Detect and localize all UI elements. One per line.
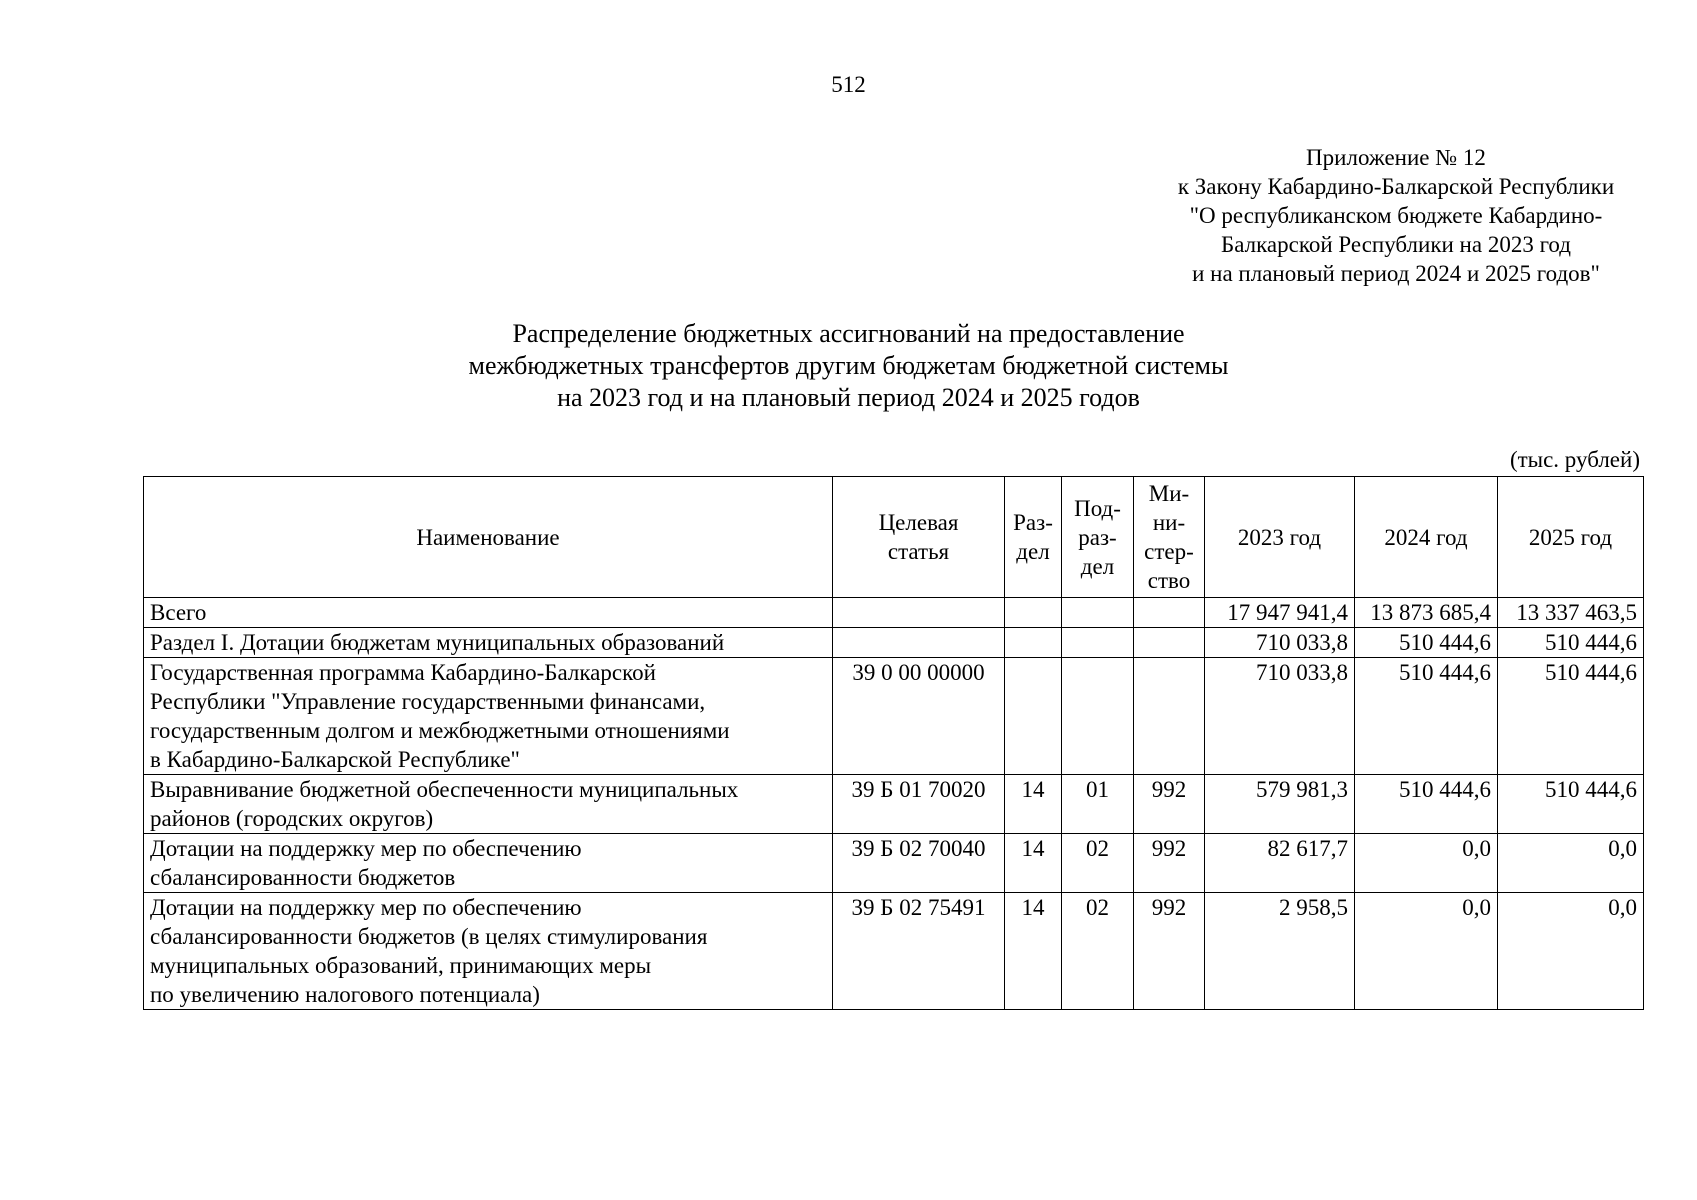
row-name-line: муниципальных образований, принимающих меры <box>150 953 652 978</box>
row-name-line: сбалансированности бюджетов <box>150 865 456 890</box>
row-2023: 2 958,5 <box>1205 893 1355 1010</box>
row-name-line: Выравнивание бюджетной обеспеченности муниципальных <box>150 777 739 802</box>
title-line: межбюджетных трансфертов другим бюджетам бюджетной системы <box>468 351 1229 380</box>
row-2024: 510 444,6 <box>1355 775 1498 834</box>
row-target-article: 39 Б 02 75491 <box>833 893 1005 1010</box>
row-section <box>1005 658 1062 775</box>
row-2024: 13 873 685,4 <box>1355 598 1498 628</box>
header-section <box>1005 477 1062 598</box>
row-2025: 0,0 <box>1498 893 1644 1010</box>
header-line: раз- <box>1078 524 1117 550</box>
row-2024: 0,0 <box>1355 834 1498 893</box>
row-section <box>1005 598 1062 628</box>
table-row <box>144 834 1644 893</box>
row-subsection: 02 <box>1062 893 1134 1010</box>
row-ministry <box>1134 628 1205 658</box>
row-section: 14 <box>1005 834 1062 893</box>
header-line: Ми- <box>1148 481 1190 506</box>
row-name-line: районов (городских округов) <box>150 806 434 831</box>
appendix-line: Балкарской Республики на 2023 год <box>1221 232 1571 257</box>
row-2023: 82 617,7 <box>1205 834 1355 893</box>
units-label: (тыс. рублей) <box>1509 447 1640 472</box>
row-name <box>144 893 833 1010</box>
budget-table <box>143 476 1644 1010</box>
header-line: ство <box>1147 568 1191 593</box>
row-target-article: 39 Б 01 70020 <box>833 775 1005 834</box>
header-line: Целевая <box>878 510 959 535</box>
page-number: 512 <box>831 72 866 97</box>
row-2025: 510 444,6 <box>1498 658 1644 775</box>
row-target-article <box>833 598 1005 628</box>
row-subsection: 02 <box>1062 834 1134 893</box>
row-ministry: 992 <box>1134 834 1205 893</box>
row-ministry <box>1134 598 1205 628</box>
row-name: Раздел I. Дотации бюджетам муниципальных образований <box>144 628 833 658</box>
header-line: Раз- <box>1013 510 1053 535</box>
appendix-line: "О республиканском бюджете Кабардино- <box>1189 203 1603 228</box>
row-target-article <box>833 628 1005 658</box>
row-name: Всего <box>144 598 833 628</box>
row-2025: 510 444,6 <box>1498 628 1644 658</box>
header-2023: 2023 год <box>1205 477 1355 598</box>
row-name-line: в Кабардино-Балкарской Республике" <box>150 747 520 772</box>
table-row <box>144 775 1644 834</box>
row-name <box>144 834 833 893</box>
row-2024: 510 444,6 <box>1355 658 1498 775</box>
header-ministry <box>1134 477 1205 598</box>
header-line: статья <box>887 539 950 564</box>
document-title <box>0 318 1697 414</box>
row-ministry: 992 <box>1134 893 1205 1010</box>
row-name <box>144 658 833 775</box>
table-row <box>144 893 1644 1010</box>
row-2023: 17 947 941,4 <box>1205 598 1355 628</box>
row-2023: 710 033,8 <box>1205 658 1355 775</box>
table-header-row <box>144 477 1644 598</box>
table-row <box>144 598 1644 628</box>
appendix-reference <box>1136 143 1656 288</box>
row-subsection <box>1062 628 1134 658</box>
header-target-article <box>833 477 1005 598</box>
row-name-line: Республики "Управление государственными финансами, <box>150 689 706 714</box>
appendix-line: и на плановый период 2024 и 2025 годов" <box>1192 261 1600 286</box>
row-2023: 579 981,3 <box>1205 775 1355 834</box>
row-section: 14 <box>1005 893 1062 1010</box>
title-line: на 2023 год и на плановый период 2024 и 2025 годов <box>557 383 1140 412</box>
row-target-article: 39 Б 02 70040 <box>833 834 1005 893</box>
row-subsection: 01 <box>1062 775 1134 834</box>
row-2024: 0,0 <box>1355 893 1498 1010</box>
row-name-line: государственным долгом и межбюджетными отношениями <box>150 718 730 743</box>
row-name-line: по увеличению налогового потенциала) <box>150 982 540 1007</box>
appendix-line: Приложение № 12 <box>1306 145 1486 170</box>
header-line: Под- <box>1074 495 1121 521</box>
row-2025: 510 444,6 <box>1498 775 1644 834</box>
row-name-line: сбалансированности бюджетов (в целях стимулирования <box>150 924 708 949</box>
header-name: Наименование <box>144 477 833 598</box>
row-section: 14 <box>1005 775 1062 834</box>
row-subsection <box>1062 598 1134 628</box>
appendix-line: к Закону Кабардино-Балкарской Республики <box>1177 174 1615 199</box>
header-2025: 2025 год <box>1498 477 1644 598</box>
header-subsection <box>1062 477 1134 598</box>
row-ministry <box>1134 658 1205 775</box>
title-line: Распределение бюджетных ассигнований на предоставление <box>512 319 1185 348</box>
row-target-article: 39 0 00 00000 <box>833 658 1005 775</box>
row-section <box>1005 628 1062 658</box>
header-line: дел <box>1016 539 1050 564</box>
header-line: дел <box>1080 553 1115 579</box>
row-name <box>144 775 833 834</box>
row-name-line: Дотации на поддержку мер по обеспечению <box>150 836 582 861</box>
row-2025: 13 337 463,5 <box>1498 598 1644 628</box>
header-2024: 2024 год <box>1355 477 1498 598</box>
row-2024: 510 444,6 <box>1355 628 1498 658</box>
row-ministry: 992 <box>1134 775 1205 834</box>
row-2025: 0,0 <box>1498 834 1644 893</box>
row-2023: 710 033,8 <box>1205 628 1355 658</box>
table-row <box>144 658 1644 775</box>
row-name-line: Государственная программа Кабардино-Балкарской <box>150 660 656 685</box>
table-row <box>144 628 1644 658</box>
row-name-line: Дотации на поддержку мер по обеспечению <box>150 895 582 920</box>
row-subsection <box>1062 658 1134 775</box>
header-line: ни- <box>1152 510 1186 535</box>
header-line: стер- <box>1144 539 1194 564</box>
